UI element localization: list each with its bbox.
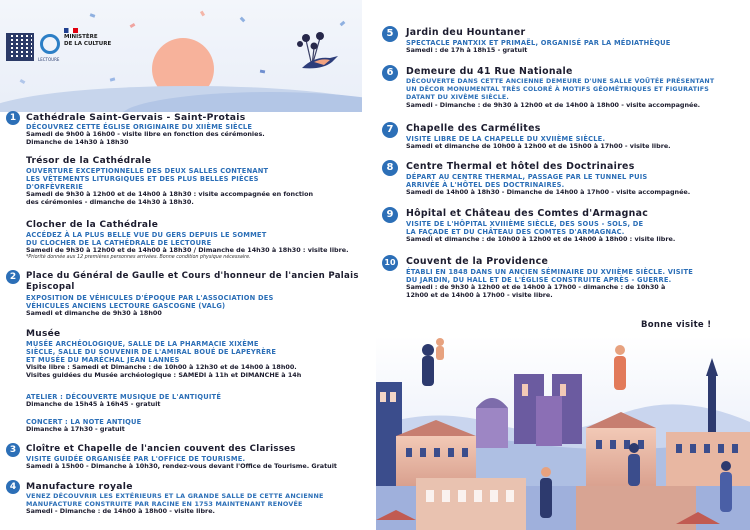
item-title: Centre Thermal et hôtel des Doctrinaires xyxy=(406,161,635,172)
city-illustration xyxy=(376,336,750,530)
item-highlight: DÉCOUVREZ CETTE ÉGLISE ORIGINAIRE DU XIIÈME SIÈCLE xyxy=(26,123,253,131)
item-info: Samedi de 9h30 à 12h00 et de 14h00 à 18h30 : visite accompagnée en fonction xyxy=(26,190,314,198)
item-number: 4 xyxy=(6,480,20,494)
item-number: 1 xyxy=(6,111,20,125)
item-highlight: VISITE LIBRE DE LA CHAPELLE DU XVIIÈME SIÈCLE. xyxy=(406,135,606,143)
item-info: des cérémonies - dimanche de 14h30 à 18h30. xyxy=(26,197,194,206)
bird-illustration xyxy=(300,54,340,72)
item-highlight: ET MUSÉE DU MARÉCHAL JEAN LANNES xyxy=(26,356,180,364)
item-highlight: SIÈCLE, SALLE DU SOUVENIR DE L'AMIRAL BOUÉ DE LAPEYRÈRE xyxy=(26,348,277,356)
item-highlight: DÉPART AU CENTRE THERMAL, PASSAGE PAR LE TUNNEL PUIS xyxy=(406,173,648,181)
item-title: Jardin deu Hountaner xyxy=(406,27,526,38)
item-number: 9 xyxy=(382,207,398,223)
item-highlight: DATANT DU XIVÈME SIÈCLE. xyxy=(406,94,510,101)
item-title: Musée xyxy=(26,329,61,339)
item-number: 10 xyxy=(382,255,398,271)
item-info: Samedi : de 9h30 à 12h00 et de 14h00 à 17h00 - dimanche : de 10h30 à xyxy=(406,283,666,291)
item-number: 5 xyxy=(382,26,398,42)
left-column xyxy=(0,0,362,530)
item-info: Dimanche à 17h30 - gratuit xyxy=(26,425,125,433)
item-number: 3 xyxy=(6,443,20,457)
item-title: Trésor de la Cathédrale xyxy=(26,156,152,166)
item-title: Episcopal xyxy=(26,282,75,292)
item-info: Samedi : de 17h à 18h15 - gratuit xyxy=(406,46,528,54)
item-highlight: D'ORFÈVRERIE xyxy=(26,183,84,191)
item-highlight: DU CLOCHER DE LA CATHÉDRALE DE LECTOURE xyxy=(26,239,212,247)
item-number: 8 xyxy=(382,160,398,176)
ministry-logo: MINISTÈRE DE LA CULTURE xyxy=(64,34,112,47)
item-info: 12h00 et de 14h00 à 17h00 - visite libre. xyxy=(406,290,553,299)
item-highlight: VISITE GUIDÉE ORGANISÉE PAR L'OFFICE DE TOURISME. xyxy=(26,455,246,463)
item-info: Visites guidées du Musée archéologique : SAMEDI à 11h et DIMANCHE à 14h xyxy=(26,370,302,379)
confetti xyxy=(110,77,116,81)
item-title: Place du Général de Gaulle et Cours d'honneur de l'ancien Palais xyxy=(26,271,359,281)
item-title: Manufacture royale xyxy=(26,481,133,492)
item-number: 6 xyxy=(382,65,398,81)
item-highlight: ÉTABLI EN 1848 DANS UN ANCIEN SÉMINAIRE DU XVIIÈME SIÈCLE. VISITE xyxy=(406,268,694,276)
lectoure-logo-icon xyxy=(40,34,60,54)
confetti xyxy=(200,11,205,17)
item-title: Cathédrale Saint-Gervais - Saint-Protais xyxy=(26,112,246,123)
item-info: Dimanche de 15h45 à 16h45 - gratuit xyxy=(26,400,161,408)
item-highlight: DÉCOUVERTE DANS CETTE ANCIENNE DEMEURE D'UNE SALLE VOÛTÉE PRÉSENTANT xyxy=(406,78,715,85)
item-info: Samedi et dimanche : de 10h00 à 12h00 et de 14h00 à 18h00 : visite libre. xyxy=(406,235,676,243)
item-title: Demeure du 41 Rue Nationale xyxy=(406,66,573,77)
closing-message: Bonne visite ! xyxy=(641,320,712,330)
item-info: Samedi - Dimanche : de 14h00 à 18h00 - visite libre. xyxy=(26,507,215,515)
item-highlight: LES VÊTEMENTS LITURGIQUES ET DES PLUS BELLES PIÈCES xyxy=(26,175,259,183)
item-info: Samedi de 9h00 à 16h00 - visite libre en fonction des cérémonies. xyxy=(26,130,265,138)
item-highlight: OUVERTURE EXCEPTIONNELLE DES DEUX SALLES CONTENANT xyxy=(26,167,269,175)
item-highlight: LA FAÇADE ET DU CHÂTEAU DES COMTES D'ARMAGNAC. xyxy=(406,228,625,236)
item-title: Hôpital et Château des Comtes d'Armagnac xyxy=(406,208,649,219)
item-number: 7 xyxy=(382,122,398,138)
item-highlight: ATELIER : DÉCOUVERTE MUSIQUE DE L'ANTIQUITÉ xyxy=(26,393,222,401)
confetti xyxy=(20,79,26,84)
item-highlight: DU JARDIN, DU HALL ET DE L'ÉGLISE CONSTRUITE APRÈS - GUERRE. xyxy=(406,276,672,284)
item-info: Visite libre : Samedi et Dimanche : de 10h00 à 12h30 et de 14h00 à 18h00. xyxy=(26,363,297,371)
marianne-flag-icon xyxy=(64,28,78,33)
item-highlight: CONCERT : LA NOTE ANTIQUE xyxy=(26,418,142,426)
item-highlight: VENEZ DÉCOUVRIR LES EXTÉRIEURS ET LA GRANDE SALLE DE CETTE ANCIENNE xyxy=(26,492,324,500)
item-number: 2 xyxy=(6,270,20,284)
item-info: Samedi - Dimanche : de 9h30 à 12h00 et de 14h00 à 18h00 - visite accompagnée. xyxy=(406,101,701,109)
item-info: Samedi et dimanche de 10h00 à 12h00 et de 15h00 à 17h00 - visite libre. xyxy=(406,142,671,150)
item-info: Samedi de 14h00 à 18h30 - Dimanche de 14h00 à 17h00 - visite accompagnée. xyxy=(406,188,691,196)
logo-caption: LECTOURE xyxy=(38,57,60,62)
header-illustration xyxy=(0,0,362,112)
item-highlight: ARRIVÉE À L'HÔTEL DES DOCTRINAIRES. xyxy=(406,181,565,189)
item-info: Samedi et dimanche de 9h30 à 18h00 xyxy=(26,309,162,317)
item-highlight: VÉHICULES ANCIENS LECTOURE GASCOGNE (VALG) xyxy=(26,302,226,310)
item-highlight: ACCÉDEZ À LA PLUS BELLE VUE DU GERS DEPUIS LE SOMMET xyxy=(26,231,267,239)
confetti xyxy=(130,23,136,28)
item-title: Cloître et Chapelle de l'ancien couvent des Clarisses xyxy=(26,444,296,454)
item-highlight: MANUFACTURE CONSTRUITE PAR RACINE EN 1753 MAINTENANT RENOVÉE xyxy=(26,500,303,508)
item-note: *Priorité donnée aux 12 premières personnes arrivées. Bonne condition physique nécessaire. xyxy=(26,254,251,260)
right-column xyxy=(372,0,750,530)
confetti xyxy=(260,70,265,74)
item-title: Couvent de la Providence xyxy=(406,256,549,267)
item-highlight: UN DÉCOR MONUMENTAL TRÈS COLORÉ À MOTIFS GÉOMÉTRIQUES ET FIGURATIFS xyxy=(406,86,710,93)
confetti xyxy=(240,17,246,23)
item-info: Samedi de 9h30 à 12h00 et de 14h00 à 18h30 / Dimanche de 14h30 à 18h30 : visite libre. xyxy=(26,246,349,254)
item-highlight: SPECTACLE PANTXIX ET PRIMAËL, ORGANISÉ PAR LA MÉDIATHÈQUE xyxy=(406,39,671,47)
confetti xyxy=(90,13,96,18)
item-title: Chapelle des Carmélites xyxy=(406,123,541,134)
item-highlight: VISITE DE L'HÔPITAL XVIIIÈME SIÈCLE, DES SOUS - SOLS, DE xyxy=(406,220,644,228)
confetti xyxy=(340,21,346,27)
item-info: Dimanche de 14h30 à 18h30 xyxy=(26,137,129,146)
item-highlight: EXPOSITION DE VÉHICULES D'ÉPOQUE PAR L'ASSOCIATION DES xyxy=(26,294,274,302)
item-highlight: MUSÉE ARCHÉOLOGIQUE, SALLE DE LA PHARMACIE XIXÈME xyxy=(26,340,259,348)
item-info: Samedi à 15h00 - Dimanche à 10h30, rendez-vous devant l'Office de Tourisme. Gratuit xyxy=(26,462,337,470)
qr-code-icon xyxy=(6,33,34,61)
item-title: Clocher de la Cathédrale xyxy=(26,220,159,230)
